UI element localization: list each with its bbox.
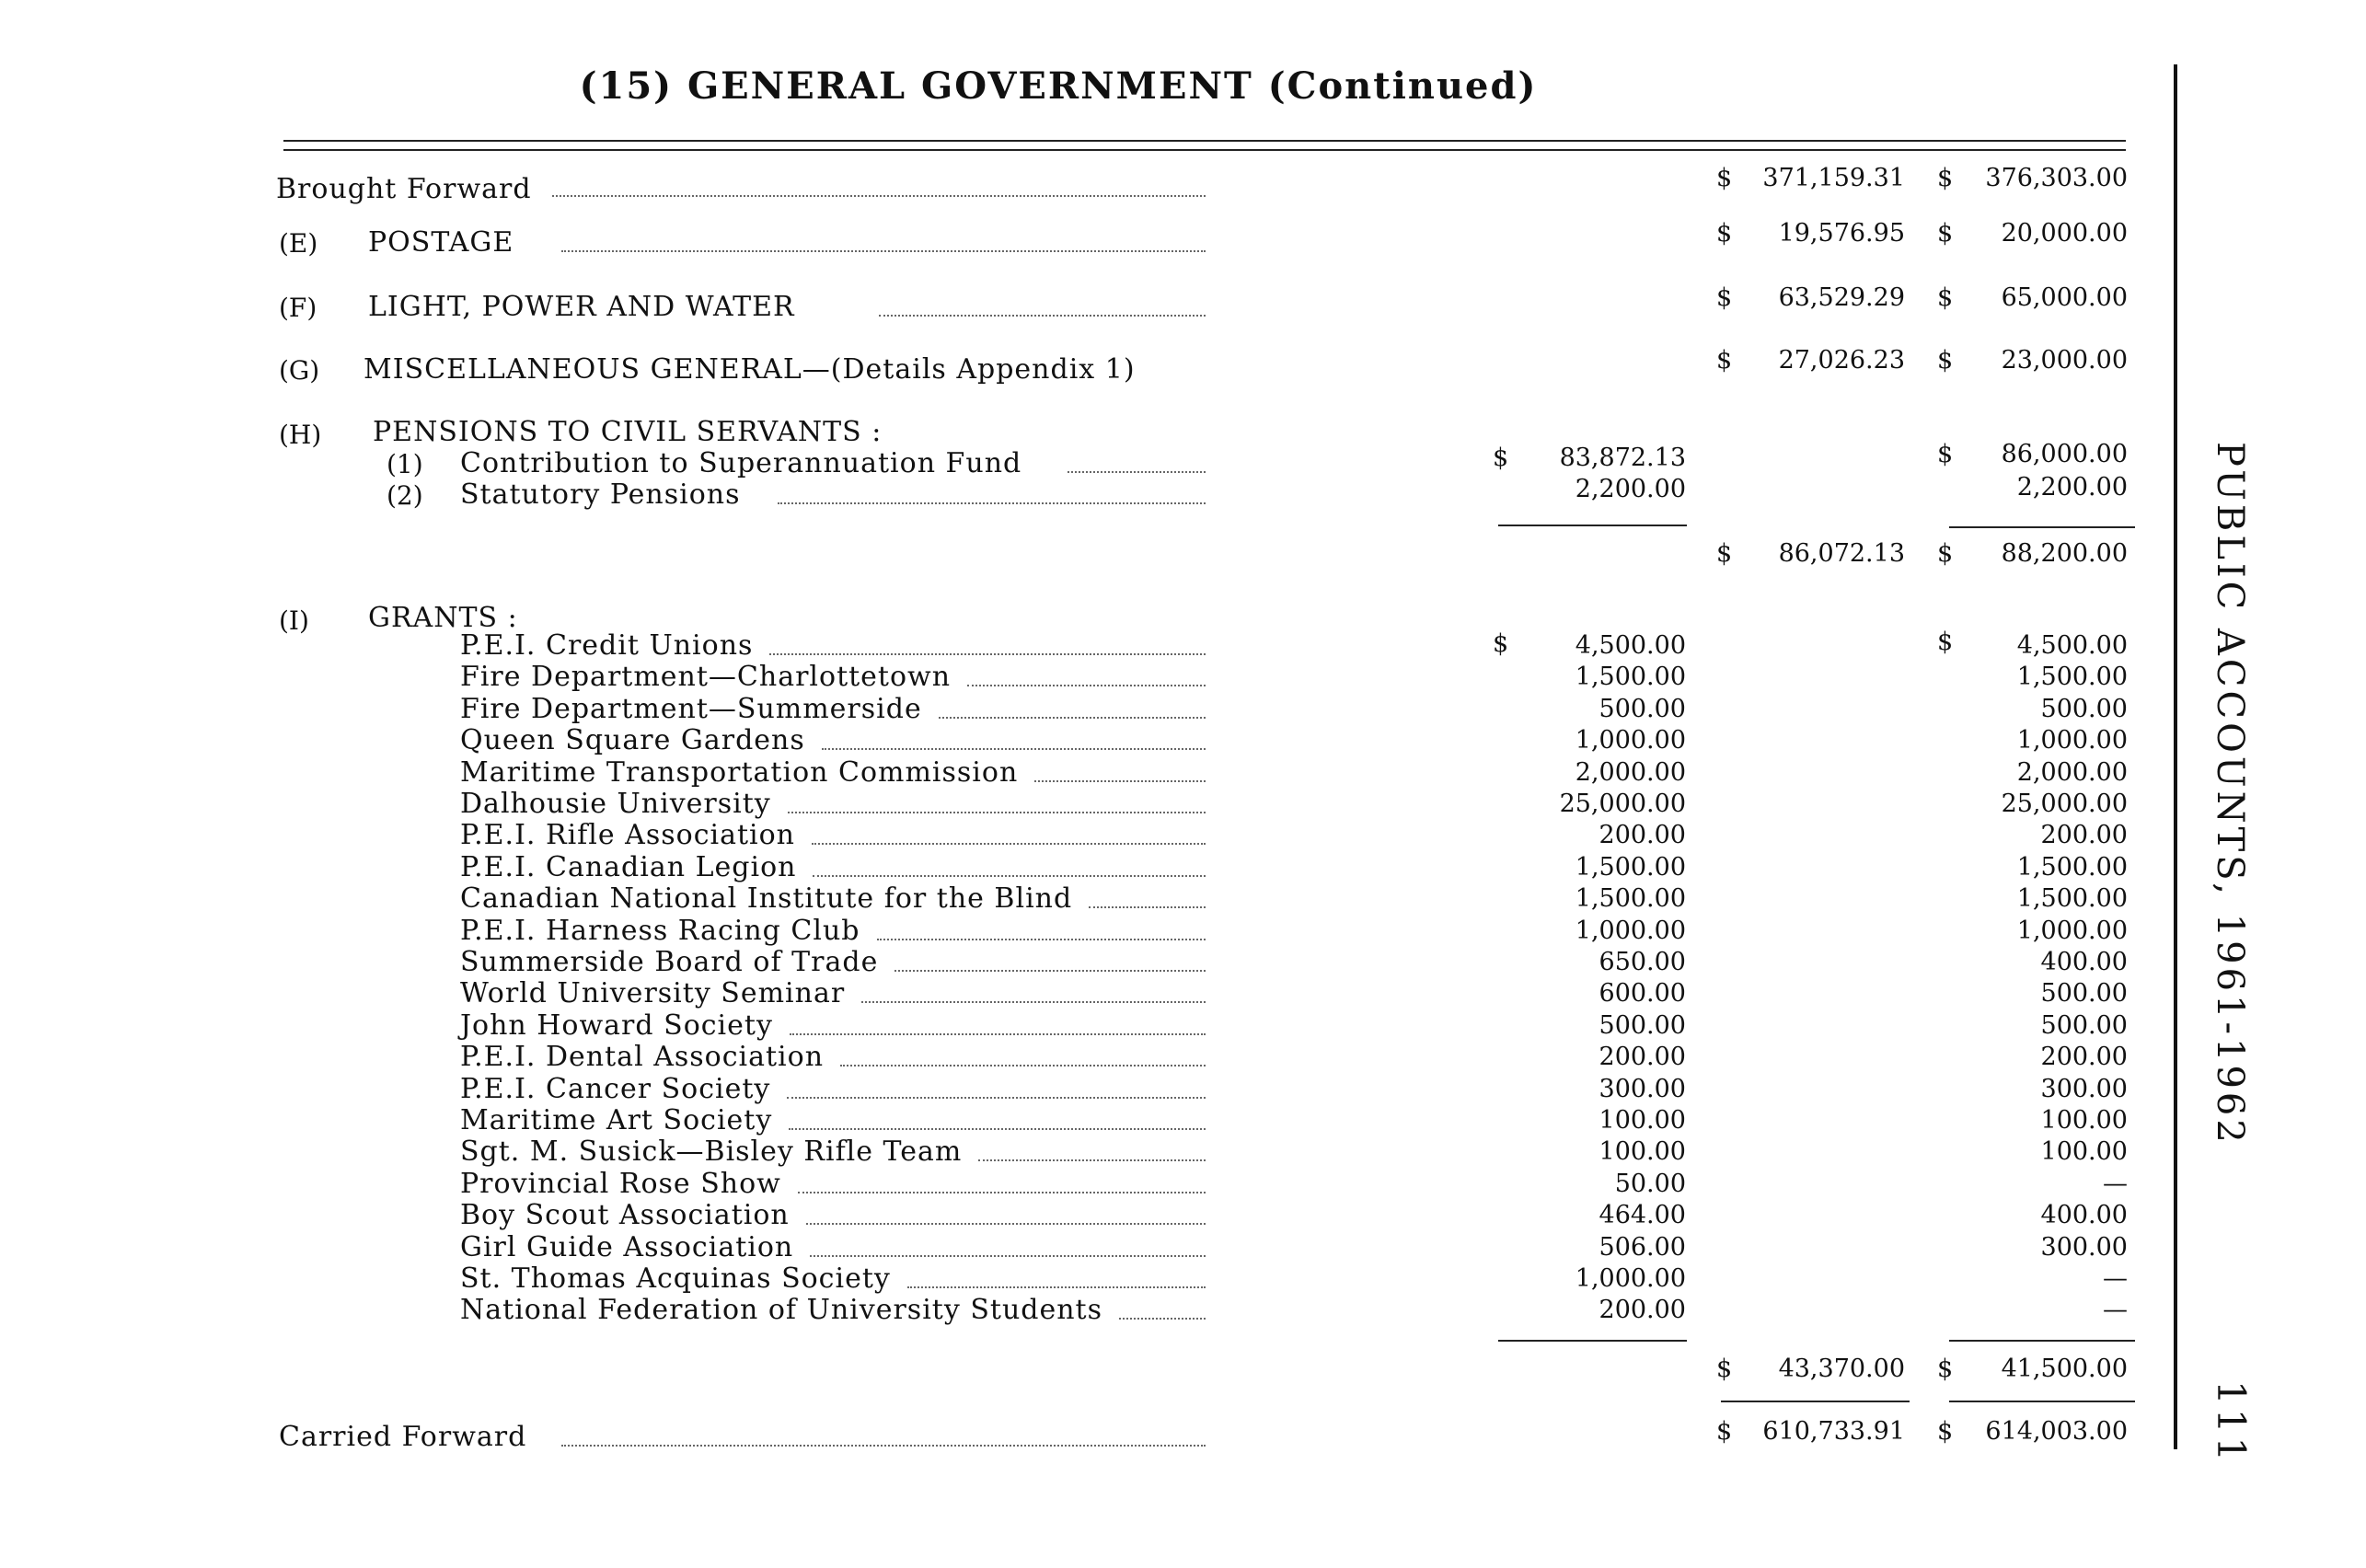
grant-label: P.E.I. Dental Association [460,1041,825,1073]
dollar-sign: $ [1937,1355,1954,1383]
grant-label: Summerside Board of Trade [460,946,879,978]
dollar-sign: $ [1716,346,1733,375]
dollar-sign: $ [1493,629,1509,658]
leader-dots [1089,906,1206,908]
grant-label: P.E.I. Credit Unions [460,629,754,662]
grant-amount-col2: 500.00 [1598,1011,1686,1040]
leader-dots [1068,471,1206,473]
leader-dots [967,685,1206,686]
grant-label: Queen Square Gardens [460,724,805,756]
grant-amount-col4: 500.00 [2040,1011,2128,1040]
title-rule-top [283,140,2126,142]
dollar-sign: $ [1716,539,1733,568]
grant-label: Dalhousie University [460,788,771,820]
total-col4: 88,200.00 [2001,539,2128,568]
leader-dots [1034,780,1206,782]
grant-amount-col2: 200.00 [1598,821,1686,849]
page-title: (15) GENERAL GOVERNMENT (Continued) [579,64,1538,108]
grant-label: Sgt. M. Susick—Bisley Rifle Team [460,1136,963,1168]
grant-label: St. Thomas Acquinas Society [460,1262,891,1295]
leader-dots [879,315,1206,317]
grant-amount-col2: 100.00 [1598,1137,1686,1166]
grant-amount-col2: 500.00 [1598,695,1686,723]
grant-label: Provincial Rose Show [460,1168,781,1200]
leader-dots [552,195,1206,197]
dollar-sign: $ [1937,628,1954,656]
grant-label: Boy Scout Association [460,1199,790,1231]
running-title: PUBLIC ACCOUNTS, 1961-1962 [2209,442,2251,1147]
grant-amount-col4: 25,000.00 [2001,790,2128,818]
leader-dots [861,1001,1206,1003]
grant-amount-col4: — [2103,1296,2128,1324]
leader-dots [978,1159,1206,1161]
leader-dots [894,970,1206,972]
grant-amount-col2: 25,000.00 [1559,790,1686,818]
grant-label: P.E.I. Canadian Legion [460,851,797,883]
margin-rule [2174,64,2177,1449]
total-col3: 86,072.13 [1778,539,1905,568]
leader-dots [813,875,1206,877]
dollar-sign: $ [1716,283,1733,312]
dollar-sign: $ [1937,1417,1954,1446]
leader-dots [907,1286,1206,1288]
grant-amount-col2: 1,500.00 [1575,884,1686,913]
item-number: (2) [387,480,423,511]
row-label: MISCELLANEOUS GENERAL—(Details Appendix 1) [364,353,1136,386]
subtotal-rule [1949,526,2135,528]
amount-col4: 20,000.00 [2001,219,2128,248]
grant-amount-col2: 100.00 [1598,1106,1686,1135]
amount-col3: 19,576.95 [1778,219,1905,248]
row-letter: (G) [279,355,320,386]
row-letter: (I) [279,605,309,636]
leader-dots [769,653,1206,655]
total-col4: 41,500.00 [2001,1355,2128,1383]
grant-label: National Federation of University Students [460,1294,1103,1326]
grant-amount-col2: 300.00 [1598,1075,1686,1103]
dollar-sign: $ [1937,539,1954,568]
leader-dots [1119,1318,1206,1320]
grant-label: Maritime Transportation Commission [460,756,1019,789]
leader-dots [789,1128,1206,1130]
grant-amount-col2: 1,500.00 [1575,663,1686,691]
grant-amount-col4: — [2103,1170,2128,1198]
page-number: 111 [2209,1380,2254,1466]
dollar-sign: $ [1716,164,1733,192]
grant-amount-col2: 2,000.00 [1575,758,1686,787]
grant-amount-col2: 200.00 [1598,1043,1686,1071]
grant-label: Canadian National Institute for the Blind [460,882,1073,915]
leader-dots [822,748,1206,750]
grant-amount-col4: 1,000.00 [2016,917,2128,945]
grant-amount-col4: 400.00 [2040,1201,2128,1229]
dollar-sign: $ [1937,164,1954,192]
dollar-sign: $ [1937,283,1954,312]
leader-dots [810,1255,1206,1257]
grant-amount-col2: 650.00 [1598,948,1686,976]
grant-amount-col4: 200.00 [2040,821,2128,849]
amount-col4: 2,200.00 [2016,473,2128,502]
grant-amount-col2: 1,000.00 [1575,726,1686,755]
grant-amount-col4: 300.00 [2040,1233,2128,1262]
grant-amount-col4: 4,500.00 [2016,631,2128,660]
amount-col3: 27,026.23 [1778,346,1905,375]
grant-label: John Howard Society [460,1009,773,1042]
dollar-sign: $ [1937,219,1954,248]
amount-col3: 371,159.31 [1762,164,1905,192]
amount-col3: 63,529.29 [1778,283,1905,312]
amount-col2: 2,200.00 [1575,475,1686,503]
grant-label: P.E.I. Cancer Society [460,1073,771,1105]
grant-amount-col4: 1,500.00 [2016,884,2128,913]
grant-amount-col4: 300.00 [2040,1075,2128,1103]
grant-label: P.E.I. Harness Racing Club [460,915,860,947]
total-col3: 43,370.00 [1778,1355,1905,1383]
grant-label: Fire Department—Summerside [460,693,922,725]
total-rule [1949,1401,2135,1402]
amount-col4: 376,303.00 [1985,164,2128,192]
amount-col2: 83,872.13 [1559,444,1686,472]
grant-label: Girl Guide Association [460,1231,794,1263]
amount-col4: 65,000.00 [2001,283,2128,312]
grant-amount-col2: 50.00 [1614,1170,1686,1198]
grant-amount-col4: 200.00 [2040,1043,2128,1071]
grant-amount-col4: 400.00 [2040,948,2128,976]
row-label: Carried Forward [279,1421,527,1453]
grant-amount-col4: 500.00 [2040,979,2128,1008]
row-label: Brought Forward [276,173,532,205]
grant-amount-col4: 1,500.00 [2016,853,2128,882]
leader-dots [812,843,1206,845]
leader-dots [561,250,1206,252]
leader-dots [778,502,1206,504]
amount-col4: 23,000.00 [2001,346,2128,375]
leader-dots [877,939,1206,940]
leader-dots [806,1223,1206,1225]
item-number: (1) [387,449,423,479]
subtotal-rule [1498,525,1687,526]
grant-amount-col2: 1,000.00 [1575,917,1686,945]
leader-dots [790,1033,1206,1035]
row-letter: (F) [279,293,317,323]
grant-amount-col2: 464.00 [1598,1201,1686,1229]
grant-amount-col2: 200.00 [1598,1296,1686,1324]
row-letter: (H) [279,420,322,450]
grant-label: Maritime Art Society [460,1104,773,1136]
row-letter: (E) [279,228,318,259]
grant-amount-col2: 4,500.00 [1575,631,1686,660]
row-label: LIGHT, POWER AND WATER [368,291,795,323]
grant-amount-col4: — [2103,1264,2128,1293]
item-label: Contribution to Superannuation Fund [460,447,1022,479]
amount-col3: 610,733.91 [1762,1417,1905,1446]
leader-dots [787,1097,1206,1099]
total-rule [1721,1401,1910,1402]
grant-label: P.E.I. Rifle Association [460,819,796,851]
leader-dots [561,1445,1206,1447]
section-heading: GRANTS : [368,602,518,634]
leader-dots [840,1065,1206,1066]
grant-amount-col2: 506.00 [1598,1233,1686,1262]
grant-amount-col4: 100.00 [2040,1137,2128,1166]
dollar-sign: $ [1716,1417,1733,1446]
row-label: POSTAGE [368,226,514,259]
item-label: Statutory Pensions [460,478,741,511]
grant-label: Fire Department—Charlottetown [460,661,952,693]
subtotal-rule [1949,1340,2135,1342]
leader-dots [788,812,1206,813]
dollar-sign: $ [1716,1355,1733,1383]
dollar-sign: $ [1937,346,1954,375]
dollar-sign: $ [1716,219,1733,248]
title-rule-bottom [283,149,2126,151]
leader-dots [939,717,1206,719]
grant-amount-col2: 1,000.00 [1575,1264,1686,1293]
grant-amount-col2: 1,500.00 [1575,853,1686,882]
grant-amount-col4: 1,000.00 [2016,726,2128,755]
dollar-sign: $ [1937,440,1954,468]
grant-amount-col4: 2,000.00 [2016,758,2128,787]
grant-amount-col4: 1,500.00 [2016,663,2128,691]
subtotal-rule [1498,1340,1687,1342]
grant-amount-col2: 600.00 [1598,979,1686,1008]
dollar-sign: $ [1493,444,1509,472]
grant-amount-col4: 100.00 [2040,1106,2128,1135]
amount-col4: 86,000.00 [2001,440,2128,468]
grant-amount-col4: 500.00 [2040,695,2128,723]
amount-col4: 614,003.00 [1985,1417,2128,1446]
leader-dots [798,1192,1206,1193]
section-heading: PENSIONS TO CIVIL SERVANTS : [373,416,883,448]
grant-label: World University Seminar [460,977,846,1009]
